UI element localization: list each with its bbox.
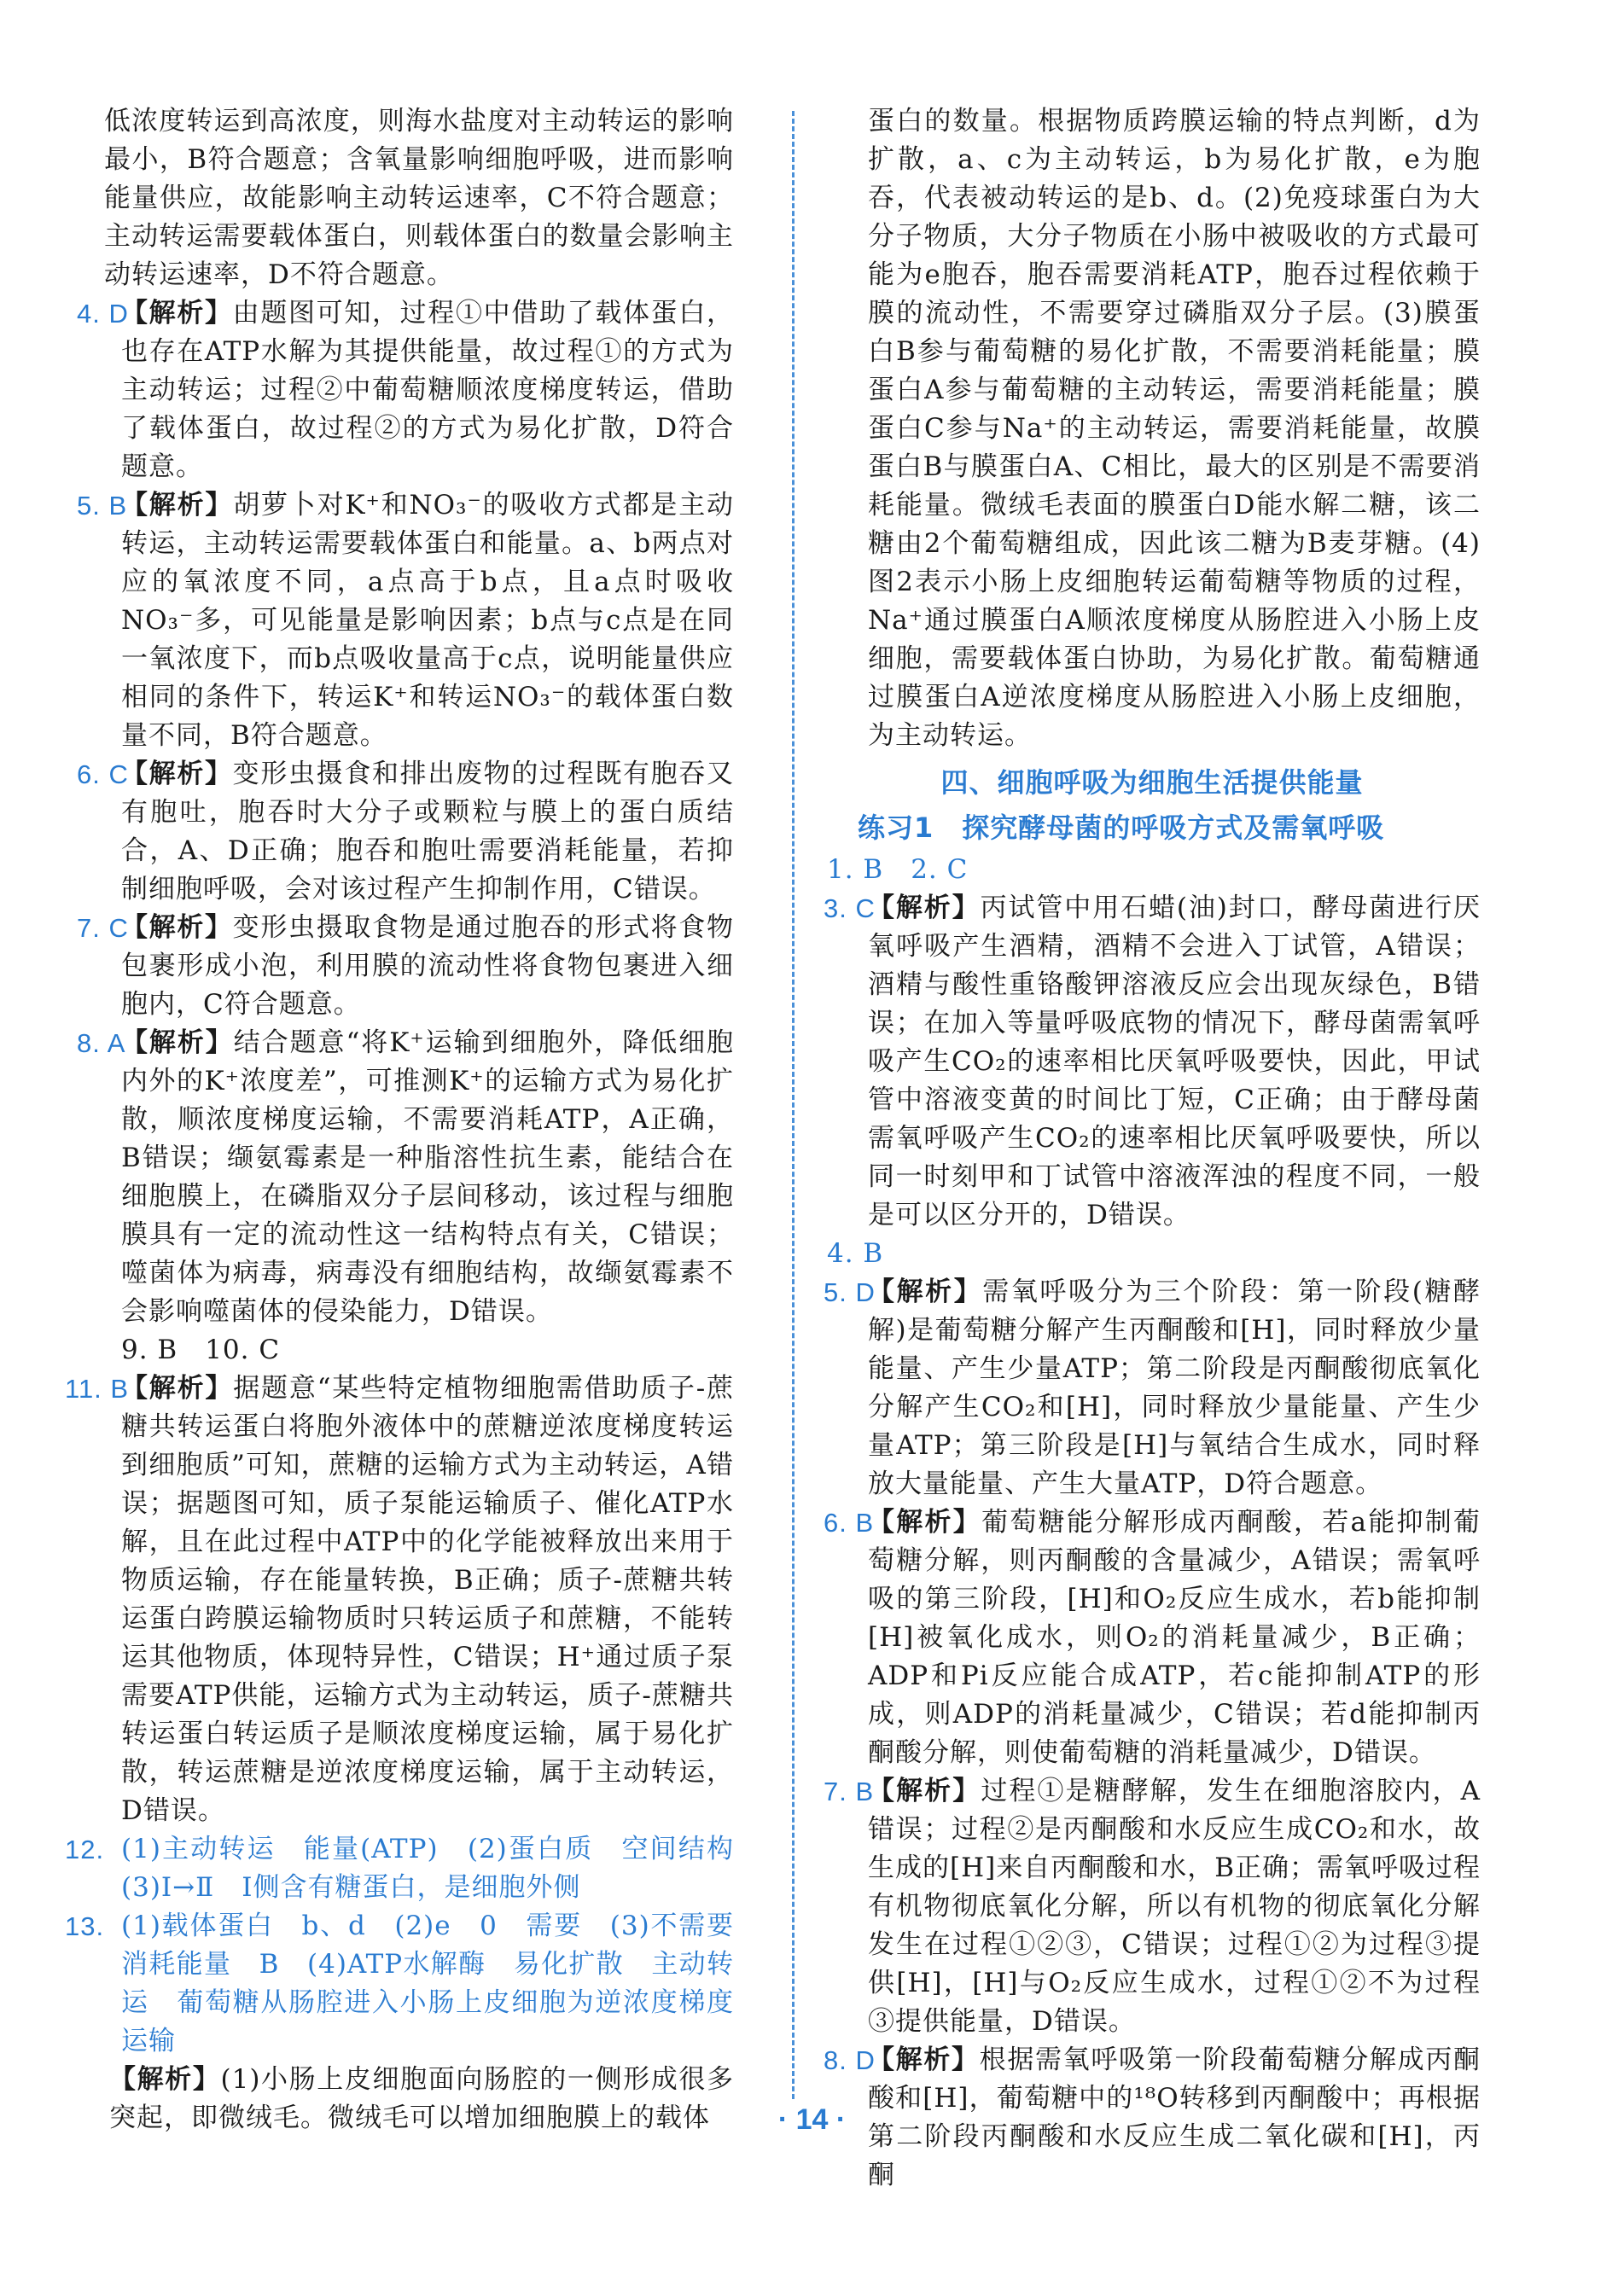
- continued-text: 低浓度转运到高浓度，则海水盐度对主动转运的影响最小，B符合题意；含氧量影响细胞呼吸，进而影响能量供应，故能影响主动转运速率，C不符合题意；主动转运需要载体蛋白，则载体蛋白的数量会影响主动转运速率，D不符合题意。: [104, 106, 734, 290]
- answer-item: [824, 1504, 1481, 1772]
- answer-text: (1)主动转运 能量(ATP) (2)蛋白质 空间结构 (3)Ⅰ→Ⅱ Ⅰ侧含有糖蛋白，是细胞外侧: [121, 1834, 761, 1903]
- answer-item: [65, 1370, 734, 1830]
- answer-text: 葡萄糖能分解形成丙酮酸，若a能抑制葡萄糖分解，则丙酮酸的含量减少，A错误；需氧呼吸的第三阶段，[H]和O₂反应生成水，若b能抑制[H]被氧化成水，则O₂的消耗量减少，B正确；ADP和Pi反应能合成ATP，若c能抑制ATP的形成，则ADP的消耗量减少，C错误；若d能抑制丙酮酸分解，则使葡萄糖的消耗量减少，D错误。: [868, 1507, 1481, 1768]
- analysis-tag: 【解析】: [868, 1507, 982, 1538]
- answer-number: 4. D: [77, 299, 129, 329]
- answer-text: 变形虫摄取食物是通过胞吞的形式将食物包裹形成小泡，利用膜的流动性将食物包裹进入细胞内，C符合题意。: [121, 912, 735, 1020]
- analysis-tag: 【解析】: [121, 1373, 234, 1404]
- answer-text: (1)载体蛋白 b、d (2)e 0 需要 (3)不需要消耗能量 B (4)ATP水解酶 易化扩散 主动转运 葡萄糖从肠腔进入小肠上皮细胞为逆浓度梯度运输: [121, 1911, 734, 2056]
- section-title: 四、细胞呼吸为细胞生活提供能量: [940, 766, 1364, 799]
- answer-text: 过程①是糖酵解，发生在细胞溶胶内，A错误；过程②是丙酮酸和水反应生成CO₂和水，故生成的[H]来自丙酮酸和水，B正确；需氧呼吸过程有机物彻底氧化分解，所以有机物的彻底氧化分解发生在过程①②③，C错误；过程①②为过程③提供[H]，[H]与O₂反应生成水，过程①②不为过程③提供能量，D错误。: [868, 1776, 1481, 2037]
- answer-item: [65, 1830, 761, 1907]
- answer-text: 丙试管中用石蜡(油)封口，酵母菌进行厌氧呼吸产生酒精，酒精不会进入丁试管，A错误；酒精与酸性重铬酸钾溶液反应会出现灰绿色，B错误；在加入等量呼吸底物的情况下，酵母菌需氧呼吸产生CO₂的速率相比厌氧呼吸要快，因此，甲试管中溶液变黄的时间比丁短，C正确；由于酵母菌需氧呼吸产生CO₂的速率相比厌氧呼吸要快，所以同一时刻甲和丁试管中溶液浑浊的程度不同，一般是可以区分开的，D错误。: [868, 893, 1481, 1230]
- page-number: · 14 ·: [777, 2103, 847, 2136]
- answer-item: [824, 889, 1481, 1235]
- answer-text: 变形虫摄食和排出废物的过程既有胞吞又有胞吐，胞吞时大分子或颗粒与膜上的蛋白质结合，A、D正确；胞吞和胞吐需要消耗能量，若抑制细胞呼吸，会对该过程产生抑制作用，C错误。: [121, 759, 735, 904]
- answer-item: [77, 294, 734, 486]
- analysis-tag: 【解析】: [868, 1277, 983, 1307]
- answer-number: 6. B: [824, 1508, 875, 1538]
- answer-number: 3. C: [824, 893, 876, 923]
- answer-item: [65, 1907, 734, 2061]
- explanation-text: (1)小肠上皮细胞面向肠腔的一侧形成很多突起，即微绒毛。微绒毛可以增加细胞膜上的载体: [109, 2064, 734, 2133]
- answer-number: 5. D: [824, 1277, 876, 1307]
- analysis-tag: 【解析】: [121, 912, 233, 943]
- answer-number: 5. B: [77, 491, 128, 521]
- answer-short: 1. B 2. C: [827, 854, 969, 885]
- analysis-tag: 【解析】: [121, 759, 233, 789]
- left-column: [65, 102, 761, 2138]
- answer-item: [77, 909, 734, 1024]
- answer-item: [77, 486, 734, 755]
- answer-item: [824, 1772, 1481, 2041]
- answer-number: 12.: [65, 1835, 105, 1864]
- answer-number: 7. B: [824, 1777, 875, 1806]
- answer-number: 6. C: [77, 759, 129, 789]
- answer-short: 4. B: [827, 1238, 884, 1269]
- answer-number: 8. D: [824, 2045, 876, 2075]
- answer-text: 由题图可知，过程①中借助了载体蛋白，也存在ATP水解为其提供能量，故过程①的方式为主动转运；过程②中葡萄糖顺浓度梯度转运，借助了载体蛋白，故过程②的方式为易化扩散，D符合题意。: [121, 298, 735, 482]
- answer-item: [77, 1024, 734, 1331]
- answer-text: 据题意“某些特定植物细胞需借助质子-蔗糖共转运蛋白将胞外液体中的蔗糖逆浓度梯度转运到细胞质”可知，蔗糖的运输方式为主动转运，A错误；据题图可知，质子泵能运输质子、催化ATP水解，且在此过程中ATP中的化学能被释放出来用于物质运输，存在能量转换，B正确；质子-蔗糖共转运蛋白跨膜运输物质时只转运质子和蔗糖，不能转运其他物质，体现特异性，C错误；H⁺通过质子泵需要ATP供能，运输方式为主动转运，质子-蔗糖共转运蛋白转运质子是顺浓度梯度运输，属于易化扩散，转运蔗糖是逆浓度梯度运输，属于主动转运，D错误。: [121, 1373, 734, 1826]
- analysis-tag: 【解析】: [121, 1027, 234, 1058]
- answer-short: 9. B 10. C: [121, 1335, 281, 1365]
- analysis-tag: 【解析】: [121, 298, 233, 329]
- analysis-tag: 【解析】: [868, 1776, 981, 1806]
- exercise-title: 练习1 探究酵母菌的呼吸方式及需氧呼吸: [858, 811, 1385, 844]
- answer-number: 13.: [65, 1911, 105, 1941]
- analysis-tag: 【解析】: [868, 2044, 980, 2075]
- answer-number: 11. B: [65, 1374, 130, 1404]
- answer-text: 胡萝卜对K⁺和NO₃⁻的吸收方式都是主动转运，主动转运需要载体蛋白和能量。a、b两点对应的氧浓度不同，a点高于b点，且a点时吸收NO₃⁻多，可见能量是影响因素；b点与c点是在同一氧浓度下，而b点吸收量高于c点，说明能量供应相同的条件下，转运K⁺和转运NO₃⁻的载体蛋白数量不同，B符合题意。: [121, 490, 734, 751]
- answer-text: 结合题意“将K⁺运输到细胞外，降低细胞内外的K⁺浓度差”，可推测K⁺的运输方式为易化扩散，顺浓度梯度运输，不需要消耗ATP，A正确，B错误；缬氨霉素是一种脂溶性抗生素，能结合在细胞膜上，在磷脂双分子层间移动，该过程与细胞膜具有一定的流动性这一结构特点有关，C错误；噬菌体为病毒，病毒没有细胞结构，故缬氨霉素不会影响噬菌体的侵染能力，D错误。: [121, 1027, 735, 1327]
- answer-item: [824, 1273, 1481, 1504]
- answer-number: 8. A: [77, 1028, 126, 1058]
- answer-item: [77, 755, 734, 909]
- continued-text: 蛋白的数量。根据物质跨膜运输的特点判断，d为扩散，a、c为主动转运，b为易化扩散，e为胞吞，代表被动转运的是b、d。(2)免疫球蛋白为大分子物质，大分子物质在小肠中被吸收的方式最可能为e胞吞，胞吞需要消耗ATP，胞吞过程依赖于膜的流动性，不需要穿过磷脂双分子层。(3)膜蛋白B参与葡萄糖的易化扩散，不需要消耗能量；膜蛋白A参与葡萄糖的主动转运，需要消耗能量；膜蛋白C参与Na⁺的主动转运，需要消耗能量，故膜蛋白B与膜蛋白A、C相比，最大的区别是不需要消耗能量。微绒毛表面的膜蛋白D能水解二糖，该二糖由2个葡萄糖组成，因此该二糖为B麦芽糖。(4)图2表示小肠上皮细胞转运葡萄糖等物质的过程，Na⁺通过膜蛋白A顺浓度梯度从肠腔进入小肠上皮细胞，需要载体蛋白协助，为易化扩散。葡萄糖通过膜蛋白A逆浓度梯度从肠腔进入小肠上皮细胞，为主动转运。: [868, 106, 1481, 751]
- analysis-tag: 【解析】: [868, 893, 981, 923]
- answer-text: 需氧呼吸分为三个阶段：第一阶段(糖酵解)是葡萄糖分解产生丙酮酸和[H]，同时释放少量能量、产生少量ATP；第二阶段是丙酮酸彻底氧化分解产生CO₂和[H]，同时释放少量能量、产生少量ATP；第三阶段是[H]与氧结合生成水，同时释放大量能量、产生大量ATP，D符合题意。: [868, 1277, 1481, 1499]
- answer-number: 7. C: [77, 913, 129, 943]
- analysis-tag: 【解析】: [109, 2064, 221, 2095]
- answer-text: 根据需氧呼吸第一阶段葡萄糖分解成丙酮酸和[H]，葡萄糖中的¹⁸O转移到丙酮酸中；再根据第二阶段丙酮酸和水反应生成二氧化碳和[H]，丙酮: [868, 2044, 1481, 2190]
- analysis-tag: 【解析】: [121, 490, 234, 521]
- right-column: [824, 102, 1481, 2195]
- column-divider: [792, 111, 795, 2099]
